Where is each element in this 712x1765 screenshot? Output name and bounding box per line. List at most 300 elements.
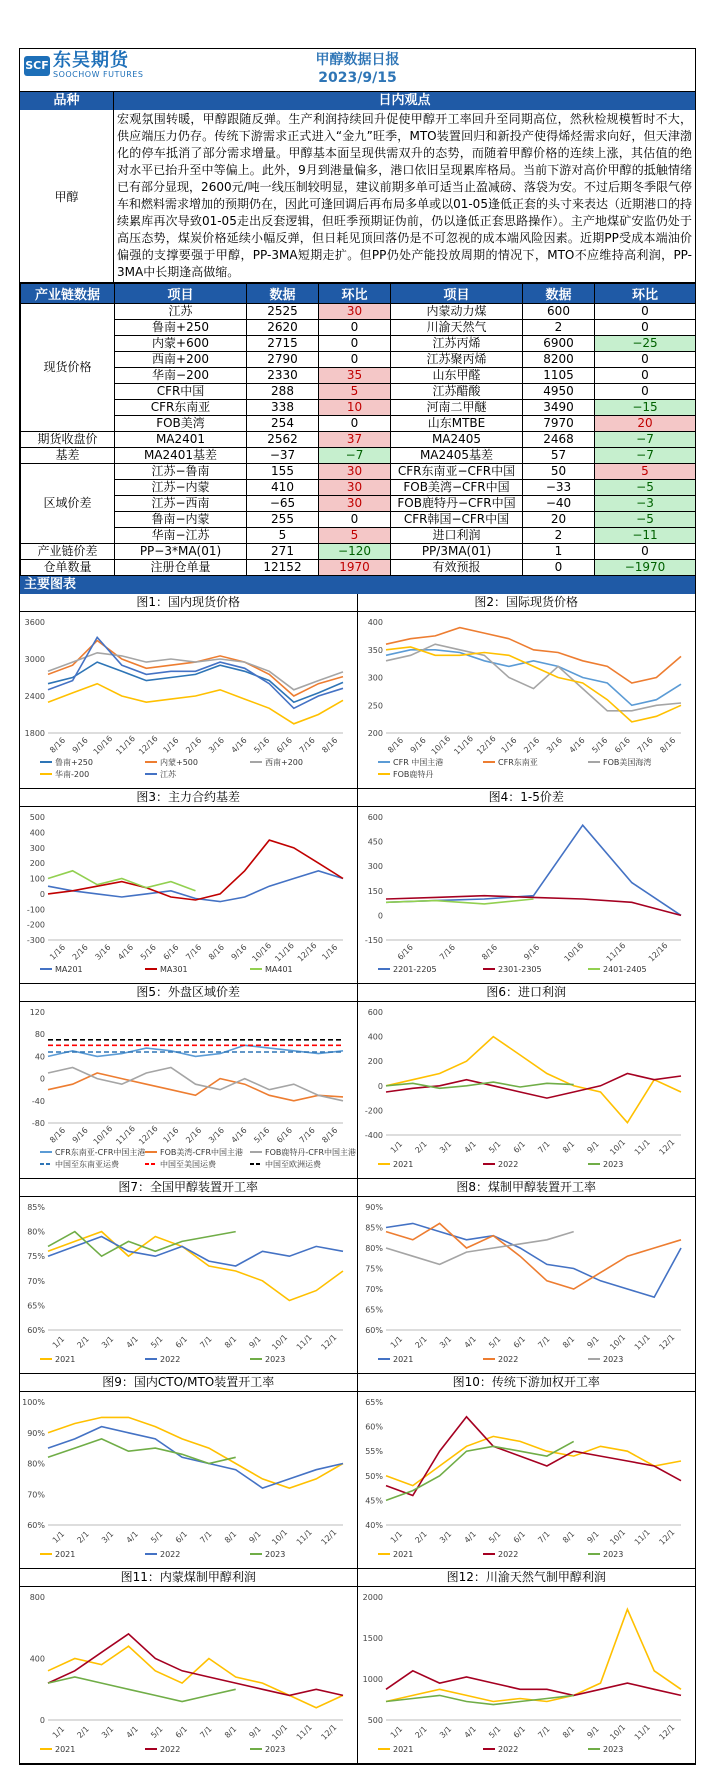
table-row <box>21 496 696 512</box>
table-cell: 内蒙动力煤 <box>391 304 523 320</box>
x-tick-label: 6/16 <box>395 942 415 962</box>
x-tick-label: 9/16 <box>70 1125 90 1145</box>
x-tick-label: 2/16 <box>521 735 541 755</box>
chart-panel <box>20 1179 358 1374</box>
x-tick-label: 6/16 <box>274 735 295 755</box>
logo-english: SOOCHOW FUTURES <box>53 70 144 79</box>
series-line <box>386 650 681 706</box>
legend-label: FOB美国海湾 <box>602 758 651 767</box>
series-line <box>48 1232 343 1301</box>
table-cell: 2620 <box>247 320 319 336</box>
table-cell: −1970 <box>595 560 696 576</box>
x-tick-label: 10/16 <box>429 733 452 757</box>
chart-panel <box>358 1179 696 1374</box>
y-tick-label: 80% <box>364 1244 383 1253</box>
legend-label: 中国至美国运费 <box>160 1160 216 1169</box>
table-cell: CFR中国 <box>115 384 247 400</box>
y-tick-label: 2400 <box>24 692 45 701</box>
y-tick-label: 400 <box>29 1654 45 1664</box>
legend-label: 2023 <box>265 1745 286 1754</box>
legend-label: 2022 <box>160 1355 181 1364</box>
y-tick-label: 40 <box>34 1052 45 1062</box>
table-cell: FOB美湾 <box>115 416 247 432</box>
chart-title: 图11：内蒙煤制甲醇利润 <box>20 1569 357 1587</box>
x-tick-label: 9/1 <box>584 1529 601 1545</box>
table-cell: 2 <box>523 320 595 336</box>
legend-label: 2022 <box>497 1550 518 1559</box>
table-cell: 4950 <box>523 384 595 400</box>
x-tick-label: 6/1 <box>511 1529 527 1545</box>
x-tick-label: 7/1 <box>535 1529 552 1545</box>
table-cell: 0 <box>319 512 391 528</box>
x-tick-label: 3/1 <box>99 1334 116 1350</box>
table-cell: 0 <box>319 416 391 432</box>
y-tick-label: 45% <box>364 1496 383 1506</box>
x-tick-label: 2/1 <box>412 1724 429 1740</box>
y-tick-label: 3600 <box>24 618 45 627</box>
x-tick-label: 8/1 <box>560 1139 576 1155</box>
charts-grid <box>20 594 695 1764</box>
table-header-cell: 环比 <box>595 284 696 304</box>
table-cell: 30 <box>319 480 391 496</box>
y-tick-label: 60% <box>27 1326 45 1335</box>
x-tick-label: 8/16 <box>48 1125 68 1145</box>
x-tick-label: 5/1 <box>486 1529 503 1545</box>
x-tick-label: 7/16 <box>635 735 655 755</box>
x-tick-label: 12/16 <box>474 733 498 757</box>
table-cell: 华南−200 <box>115 368 247 384</box>
table-cell: 0 <box>319 320 391 336</box>
table-header-cell: 产业链数据 <box>21 284 115 304</box>
table-cell: −5 <box>595 512 696 528</box>
x-tick-label: 4/16 <box>229 1125 249 1145</box>
table-cell: 3490 <box>523 400 595 416</box>
table-cell: FOB美湾−CFR中国 <box>391 480 523 496</box>
table-cell: 有效预报 <box>391 560 523 576</box>
table-cell: 江苏聚丙烯 <box>391 352 523 368</box>
table-cell: 0 <box>319 352 391 368</box>
x-tick-label: 2/1 <box>412 1529 429 1545</box>
legend-label: 华南-200 <box>55 770 90 779</box>
legend-label: 2023 <box>602 1745 623 1754</box>
table-cell: 江苏−鲁南 <box>115 464 247 480</box>
legend-label: 2021 <box>55 1745 76 1754</box>
table-cell: 255 <box>247 512 319 528</box>
x-tick-label: 6/1 <box>173 1724 190 1740</box>
table-cell: 内蒙+600 <box>115 336 247 352</box>
legend-label: FOB鹿特丹-CFR中国主港 <box>265 1148 357 1157</box>
table-cell: 0 <box>595 304 696 320</box>
row-group-label: 期货收盘价 <box>21 432 115 448</box>
chart-panel <box>358 1569 696 1764</box>
row-group-label: 基差 <box>21 448 115 464</box>
y-tick-label: -200 <box>364 1106 383 1116</box>
y-tick-label: 80 <box>34 1030 45 1040</box>
y-tick-label: 400 <box>367 1032 383 1042</box>
table-cell: −11 <box>595 528 696 544</box>
x-tick-label: 5/1 <box>486 1724 503 1740</box>
legend-label: 西南+200 <box>265 758 303 767</box>
legend-label: 2021 <box>55 1550 76 1559</box>
y-tick-label: 300 <box>29 843 45 853</box>
x-tick-label: 7/16 <box>297 1125 317 1145</box>
table-row <box>21 560 696 576</box>
y-tick-label: 350 <box>367 645 383 655</box>
table-row <box>21 368 696 384</box>
chart-panel <box>20 1374 358 1569</box>
x-tick-label: 4/16 <box>567 735 587 755</box>
x-tick-label: 2/1 <box>75 1724 91 1740</box>
table-row <box>21 464 696 480</box>
x-tick-label: 1/1 <box>50 1724 67 1740</box>
y-tick-label: 80% <box>27 1459 45 1469</box>
table-row <box>21 304 696 320</box>
chart-title: 图6：进口利润 <box>358 984 696 1002</box>
series-line <box>48 1439 236 1464</box>
line-chart <box>358 1002 695 1177</box>
table-cell: −7 <box>595 448 696 464</box>
y-tick-label: 75% <box>364 1264 383 1274</box>
legend-label: 中国至欧洲运费 <box>265 1160 321 1169</box>
table-cell: PP/3MA(01) <box>391 544 523 560</box>
x-tick-label: 5/1 <box>149 1724 165 1740</box>
row-group-label: 现货价格 <box>21 304 115 432</box>
table-cell: 2715 <box>247 336 319 352</box>
x-tick-label: 10/1 <box>607 1722 627 1742</box>
y-tick-label: 1000 <box>362 1675 383 1684</box>
table-cell: 8200 <box>523 352 595 368</box>
x-tick-label: 6/1 <box>511 1334 527 1350</box>
chart-title: 图9：国内CTO/MTO装置开工率 <box>20 1374 357 1392</box>
x-tick-label: 1/1 <box>388 1529 404 1545</box>
table-cell: 鲁南−内蒙 <box>115 512 247 528</box>
table-cell: −33 <box>523 480 595 496</box>
x-tick-label: 8/16 <box>657 735 677 755</box>
y-tick-label: 600 <box>367 813 383 822</box>
table-cell: 271 <box>247 544 319 560</box>
x-tick-label: 10/1 <box>270 1722 290 1742</box>
x-tick-label: 4/1 <box>124 1724 141 1740</box>
legend-label: MA201 <box>55 965 83 974</box>
table-cell: 鲁南+250 <box>115 320 247 336</box>
table-row <box>21 336 696 352</box>
y-tick-label: 150 <box>367 886 383 896</box>
y-tick-label: -40 <box>31 1096 45 1106</box>
legend-label: CFR东南亚-CFR中国主港 <box>55 1148 146 1157</box>
series-line <box>48 1237 343 1267</box>
chart-panel <box>20 789 358 984</box>
x-tick-label: 8/16 <box>320 735 340 755</box>
table-cell: 12152 <box>247 560 319 576</box>
x-tick-label: 10/16 <box>562 940 585 964</box>
table-cell: 2 <box>523 528 595 544</box>
table-cell: −15 <box>595 400 696 416</box>
x-tick-label: 10/16 <box>250 940 274 964</box>
table-header-cell: 数据 <box>523 284 595 304</box>
table-cell: −3 <box>595 496 696 512</box>
legend-label: 2021 <box>392 1550 413 1559</box>
x-tick-label: 8/16 <box>320 1125 340 1145</box>
table-cell: −7 <box>319 448 391 464</box>
chart-panel <box>358 789 696 984</box>
x-tick-label: 2/1 <box>75 1334 91 1350</box>
series-line <box>386 647 681 722</box>
table-header-row <box>21 284 696 304</box>
x-tick-label: 7/1 <box>535 1724 552 1740</box>
x-tick-label: 5/1 <box>486 1139 503 1155</box>
x-tick-label: 4/16 <box>229 735 249 755</box>
x-tick-label: 8/16 <box>206 942 226 962</box>
x-tick-label: 12/16 <box>137 1123 160 1147</box>
x-tick-label: 8/16 <box>385 735 405 755</box>
table-row <box>21 512 696 528</box>
legend-label: 2021 <box>55 1355 76 1364</box>
table-cell: 254 <box>247 416 319 432</box>
chart-title: 图7：全国甲醇装置开工率 <box>20 1179 357 1197</box>
y-tick-label: 85% <box>364 1223 383 1233</box>
legend-label: 2023 <box>602 1355 623 1364</box>
table-cell: 155 <box>247 464 319 480</box>
y-tick-label: -200 <box>26 920 45 930</box>
table-cell: 西南+200 <box>115 352 247 368</box>
line-chart <box>20 1197 357 1372</box>
x-tick-label: 4/16 <box>116 942 136 962</box>
x-tick-label: 3/16 <box>206 735 226 755</box>
x-tick-label: 12/1 <box>319 1722 339 1742</box>
series-line <box>48 637 343 708</box>
table-cell: 10 <box>319 400 391 416</box>
table-cell: 5 <box>595 464 696 480</box>
table-cell: 20 <box>523 512 595 528</box>
y-tick-label: 300 <box>367 673 383 683</box>
x-tick-label: 6/16 <box>274 1125 295 1145</box>
chart-panel <box>20 1569 358 1764</box>
view-header-label: 日内观点 <box>378 93 431 108</box>
x-tick-label: 4/1 <box>124 1334 141 1350</box>
x-tick-label: 12/16 <box>137 733 160 757</box>
table-header-cell: 数据 <box>247 284 319 304</box>
y-tick-label: 65% <box>27 1301 45 1311</box>
table-row <box>21 416 696 432</box>
y-tick-label: 65% <box>364 1398 383 1407</box>
x-tick-label: 10/1 <box>607 1527 627 1547</box>
legend-label: MA401 <box>265 965 293 974</box>
table-cell: 288 <box>247 384 319 400</box>
chart-title: 图5：外盘区域价差 <box>20 984 357 1002</box>
legend-label: 2301-2305 <box>497 965 542 974</box>
table-cell: 6900 <box>523 336 595 352</box>
x-tick-label: 8/16 <box>48 735 68 755</box>
chart-title: 图4：1-5价差 <box>358 789 696 807</box>
x-tick-label: 4/1 <box>462 1334 478 1350</box>
x-tick-label: 6/1 <box>511 1724 527 1740</box>
line-chart <box>358 1587 695 1762</box>
legend-label: 2023 <box>265 1550 286 1559</box>
table-row <box>21 480 696 496</box>
x-tick-label: 8/16 <box>479 942 499 962</box>
series-line <box>386 1695 574 1704</box>
x-tick-label: 9/16 <box>70 735 90 755</box>
series-line <box>48 684 343 724</box>
y-tick-label: 90% <box>27 1428 45 1438</box>
table-cell: 5 <box>319 384 391 400</box>
x-tick-label: 5/16 <box>589 735 609 755</box>
y-tick-label: 200 <box>29 859 45 869</box>
y-tick-label: 200 <box>367 1057 383 1067</box>
y-tick-label: 100 <box>29 874 45 884</box>
y-tick-label: 1800 <box>24 729 45 738</box>
legend-label: FOB美湾-CFR中国主港 <box>160 1148 244 1157</box>
y-tick-label: -300 <box>26 936 45 945</box>
legend-label: 2021 <box>392 1355 413 1364</box>
x-tick-label: 11/16 <box>451 733 475 757</box>
table-cell: 1970 <box>319 560 391 576</box>
table-cell: 注册仓单量 <box>115 560 247 576</box>
x-tick-label: 4/1 <box>462 1139 478 1155</box>
legend-label: 内蒙+500 <box>160 758 198 767</box>
x-tick-label: 12/1 <box>656 1527 676 1547</box>
table-cell: 2790 <box>247 352 319 368</box>
x-tick-label: 8/1 <box>222 1334 239 1350</box>
x-tick-label: 11/1 <box>632 1332 652 1352</box>
table-cell: 30 <box>319 304 391 320</box>
x-tick-label: 8/1 <box>222 1529 239 1545</box>
y-tick-label: 65% <box>364 1305 383 1315</box>
chart-title: 图10：传统下游加权开工率 <box>358 1374 696 1392</box>
table-header-cell: 项目 <box>115 284 247 304</box>
line-chart <box>358 1197 695 1372</box>
y-tick-label: 60% <box>364 1422 383 1432</box>
chart-panel <box>358 984 696 1179</box>
legend-label: 2021 <box>392 1745 413 1754</box>
x-tick-label: 11/1 <box>632 1137 652 1157</box>
chart-title: 图3：主力合约基差 <box>20 789 357 807</box>
x-tick-label: 11/16 <box>273 940 296 964</box>
x-tick-label: 10/16 <box>91 733 115 757</box>
series-line <box>48 1427 343 1489</box>
table-cell: MA2405基差 <box>391 448 523 464</box>
table-row <box>21 448 696 464</box>
y-tick-label: -80 <box>31 1119 45 1128</box>
table-cell: PP−3*MA(01) <box>115 544 247 560</box>
x-tick-label: 11/16 <box>114 733 137 757</box>
y-tick-label: 75% <box>27 1252 45 1262</box>
x-tick-label: 8/1 <box>560 1334 576 1350</box>
y-tick-label: 0 <box>39 1716 45 1725</box>
y-tick-label: 250 <box>367 701 383 711</box>
table-cell: 600 <box>523 304 595 320</box>
x-tick-label: 1/16 <box>499 735 519 755</box>
x-tick-label: 5/16 <box>252 1125 272 1145</box>
x-tick-label: 1/16 <box>161 1125 181 1145</box>
x-tick-label: 9/1 <box>584 1334 601 1350</box>
x-tick-label: 9/16 <box>521 942 541 962</box>
x-tick-label: 1/1 <box>388 1139 404 1155</box>
line-chart <box>20 1587 357 1762</box>
x-tick-label: 5/16 <box>138 942 158 962</box>
table-cell: 2525 <box>247 304 319 320</box>
table-cell: 0 <box>595 320 696 336</box>
table-cell: 进口利润 <box>391 528 523 544</box>
x-tick-label: 12/1 <box>656 1332 676 1352</box>
report-title: 甲醇数据日报 <box>315 52 400 68</box>
table-cell: −65 <box>247 496 319 512</box>
table-cell: MA2405 <box>391 432 523 448</box>
x-tick-label: 1/16 <box>320 942 340 962</box>
y-tick-label: 70% <box>27 1490 45 1500</box>
y-tick-label: 3000 <box>24 655 45 664</box>
table-cell: 2562 <box>247 432 319 448</box>
table-cell: 0 <box>595 352 696 368</box>
legend-label: 中国至东南亚运费 <box>55 1160 119 1169</box>
table-cell: 0 <box>319 336 391 352</box>
table-cell: MA2401 <box>115 432 247 448</box>
y-tick-label: 400 <box>367 618 383 627</box>
table-row <box>21 400 696 416</box>
row-group-label: 区域价差 <box>21 464 115 544</box>
y-tick-label: 90% <box>364 1203 383 1212</box>
table-cell: −120 <box>319 544 391 560</box>
legend-label: 2022 <box>497 1745 518 1754</box>
legend-label: MA301 <box>160 965 188 974</box>
table-cell: 江苏−内蒙 <box>115 480 247 496</box>
x-tick-label: 3/16 <box>206 1125 226 1145</box>
x-tick-label: 3/1 <box>99 1529 116 1545</box>
table-cell: 山东甲醛 <box>391 368 523 384</box>
x-tick-label: 5/1 <box>486 1334 503 1350</box>
y-tick-label: 50% <box>364 1471 383 1481</box>
report-header <box>20 49 695 92</box>
table-cell: 0 <box>523 560 595 576</box>
table-cell: MA2401基差 <box>115 448 247 464</box>
chart-title: 图2：国际现货价格 <box>358 594 696 612</box>
legend-label: 2023 <box>602 1160 623 1169</box>
x-tick-label: 5/1 <box>149 1334 165 1350</box>
logo-mark-icon: SCF <box>24 56 50 76</box>
table-cell: 0 <box>595 544 696 560</box>
table-header-cell: 环比 <box>319 284 391 304</box>
x-tick-label: 8/1 <box>560 1724 576 1740</box>
y-tick-label: 80% <box>27 1227 45 1237</box>
x-tick-label: 8/1 <box>560 1529 576 1545</box>
y-tick-label: 40% <box>364 1521 383 1530</box>
x-tick-label: 7/16 <box>184 942 204 962</box>
report-date: 2023/9/15 <box>318 70 397 86</box>
y-tick-label: 500 <box>367 1716 383 1725</box>
series-line <box>386 1609 681 1701</box>
legend-label: 鲁南+250 <box>55 758 93 767</box>
y-tick-label: 55% <box>364 1447 383 1457</box>
x-tick-label: 7/1 <box>198 1529 214 1545</box>
chart-title: 图12：川渝天然气制甲醇利润 <box>358 1569 696 1587</box>
table-cell: 江苏丙烯 <box>391 336 523 352</box>
x-tick-label: 11/1 <box>632 1527 652 1547</box>
series-line <box>48 1417 343 1488</box>
y-tick-label: 0 <box>377 1081 383 1091</box>
table-cell: 0 <box>595 384 696 400</box>
x-tick-label: 1/1 <box>388 1334 404 1350</box>
table-cell: 0 <box>595 368 696 384</box>
table-row <box>21 320 696 336</box>
y-tick-label: 70% <box>27 1276 45 1286</box>
x-tick-label: 12/16 <box>295 940 319 964</box>
y-tick-label: 0 <box>39 889 45 899</box>
legend-label: 2022 <box>160 1745 181 1754</box>
x-tick-label: 11/16 <box>114 1123 137 1147</box>
table-cell: 华南−江苏 <box>115 528 247 544</box>
x-tick-label: 9/16 <box>229 942 249 962</box>
table-cell: 37 <box>319 432 391 448</box>
